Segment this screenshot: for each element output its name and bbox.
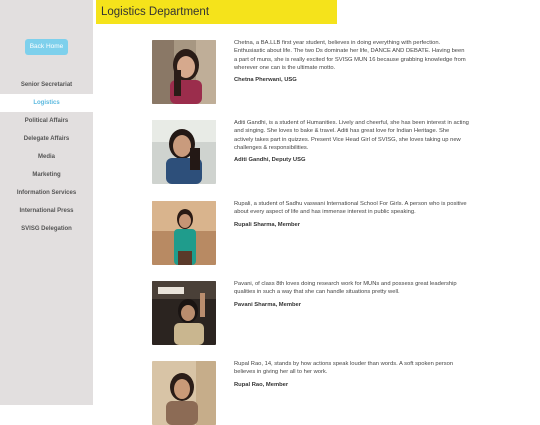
member-photo xyxy=(152,40,216,104)
sidebar xyxy=(0,0,93,405)
back-home-button[interactable]: Back Home xyxy=(25,39,68,55)
member-name: Chetna Pherwani, USG xyxy=(234,77,297,84)
member-photo xyxy=(152,361,216,425)
page-header xyxy=(96,0,337,24)
member-info xyxy=(234,360,469,388)
member-bio: Aditi Gandhi, is a student of Humanities. Lively and cheerful, she has been interest in acting and singing. She loves to bake & travel. Aditi has great love for Indian Heritage. She actively takes part in quizzes. Present Vice Head Girl of SVISG, she loves taking up new challenges & responsibilities. xyxy=(234,120,469,151)
member-name: Pavani Sharma, Member xyxy=(234,301,302,308)
sidebar-item-svisg-delegation[interactable]: SVISG Delegation xyxy=(21,226,72,232)
sidebar-item-marketing[interactable]: Marketing xyxy=(32,172,61,178)
sidebar-item-information-services[interactable]: Information Services xyxy=(16,190,77,196)
sidebar-nav xyxy=(0,76,93,238)
member-info xyxy=(234,119,469,163)
sidebar-item-international-press[interactable]: International Press xyxy=(19,208,74,214)
member-name: Rupali Sharma, Member xyxy=(234,221,301,228)
sidebar-item-delegate-affairs[interactable]: Delegate Affairs xyxy=(23,136,70,142)
member-bio: Rupal Rao, 14, stands by how actions speak louder than words. A soft spoken person believes in giving her all to her work. xyxy=(234,361,454,376)
member-bio: Rupali, a student of Sadhu vaswani International School For Girls. A person who is positive about every aspect of life and has immense interest in public speaking. xyxy=(234,201,467,216)
member-name: Aditi Gandhi, Deputy USG xyxy=(234,157,306,164)
sidebar-item-political-affairs[interactable]: Political Affairs xyxy=(24,118,69,124)
page-title: Logistics Department xyxy=(101,6,210,18)
sidebar-item-logistics[interactable]: Logistics xyxy=(0,94,93,112)
member-info xyxy=(234,200,469,228)
member-photo xyxy=(152,120,216,184)
member-info xyxy=(234,39,469,83)
member-bio: Chetna, a BA.LLB first year student, believes in doing everything with perfection. Enthusiastic about life. The two Ds dominate her life, DANCE AND DEBATE. Having been a part of muns, she is really excited for SVISG MUN 16 because grabbing knowledge from wherever one can is the ultimate motto. xyxy=(234,40,466,71)
member-photo xyxy=(152,281,216,345)
member-bio: Pavani, of class 8th loves doing research work for MUNs and possess great leadership qualities in such a way that she can handle situations pretty well. xyxy=(234,281,457,296)
member-info xyxy=(234,280,469,308)
member-name: Rupal Rao, Member xyxy=(234,381,289,388)
sidebar-item-media[interactable]: Media xyxy=(37,154,55,160)
sidebar-item-senior-secretariat[interactable]: Senior Secretariat xyxy=(20,82,73,88)
member-photo xyxy=(152,201,216,265)
